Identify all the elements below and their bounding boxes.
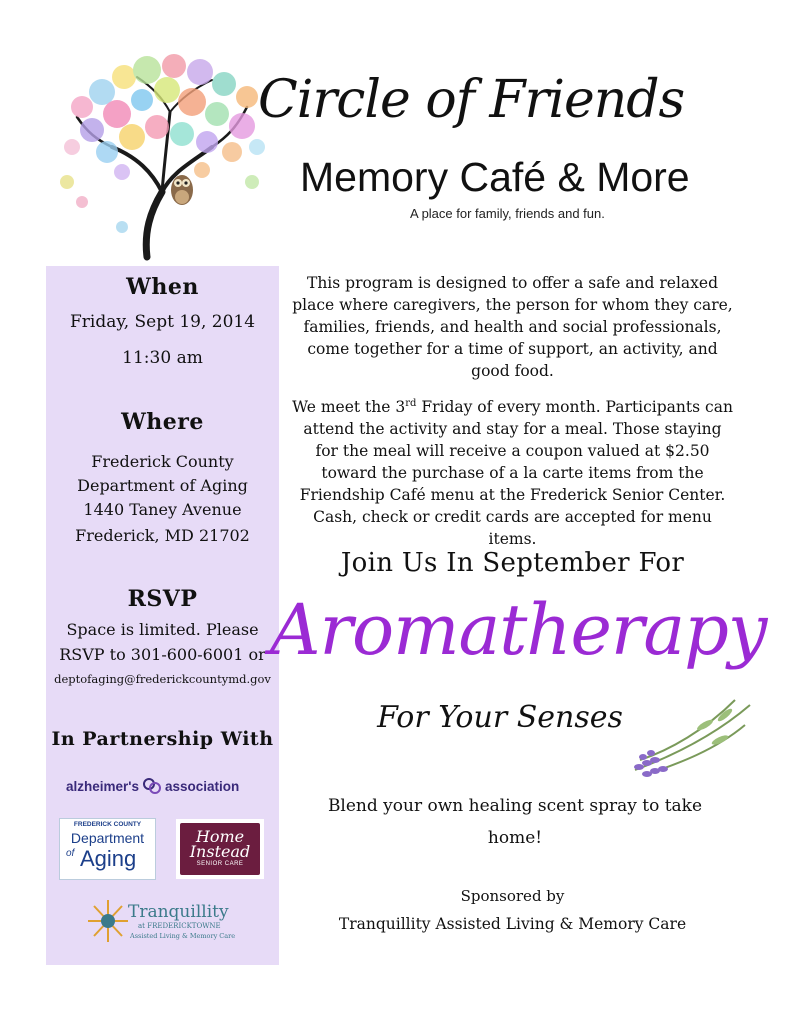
where-line3: 1440 Taney Avenue: [83, 500, 242, 519]
sponsor-name: Tranquillity Assisted Living & Memory Care: [338, 915, 687, 933]
when-time: 11:30 am: [122, 348, 203, 368]
fcda-logo-line3: of: [66, 848, 75, 859]
frederick-county-aging-logo: [59, 818, 156, 880]
home-instead-line2: Instead: [189, 842, 251, 861]
alz-logo-left: alzheimer's: [66, 778, 139, 794]
where-line1: Frederick County: [91, 452, 234, 471]
where-line4: Frederick, MD 21702: [75, 526, 250, 545]
meeting-text-sup: rd: [405, 398, 417, 409]
sponsored-by-label: Sponsored by: [460, 887, 565, 905]
home-instead-badge: [180, 823, 260, 875]
meeting-text-post: Friday of every month. Participants can attend the activity and stay for a meal. Those staying for the meal will receive a coupon valued at $2.50 toward the purchase of a la carte items from the Friendship Café menu at the Frederick Senior Center. Cash, check or credit cards are accepted for menu items.: [299, 398, 733, 549]
fcda-logo-line4: Aging: [80, 846, 137, 871]
rsvp-heading: RSVP: [127, 586, 198, 612]
rsvp-line2: RSVP to 301-600-6001 or: [59, 645, 266, 664]
intro-paragraph: This program is designed to offer a safe and relaxed place where caregivers, the person for whom they care, families, friends, and health and social professionals, come together for a time of support, an activity, and good food.: [292, 274, 733, 380]
lavender-sprig-image: [625, 695, 755, 785]
activity-subtitle: For Your Senses: [377, 700, 623, 735]
home-instead-line3: SENIOR CARE: [196, 861, 244, 867]
tranquillity-logo: [86, 896, 246, 946]
meeting-paragraph: [290, 393, 735, 550]
alz-logo-right: association: [165, 778, 240, 794]
info-sidebar: [46, 266, 279, 965]
tree-owl-illustration: [52, 52, 282, 262]
title-script: Circle of Friends: [258, 70, 685, 130]
home-instead-logo: [176, 819, 264, 879]
alzheimers-association-logo: [66, 774, 266, 798]
activity-title: Aromatherapy: [270, 589, 767, 671]
where-line2: Department of Aging: [77, 476, 248, 495]
title-main: Memory Café & More: [300, 154, 690, 200]
tranquillity-line2: at FREDERICKTOWNE: [138, 922, 221, 930]
where-heading: Where: [121, 409, 204, 435]
purple-ribbon-icon: [142, 776, 162, 796]
tagline: A place for family, friends and fun.: [410, 206, 605, 221]
fcda-logo-line2: Department: [70, 830, 145, 846]
tranquillity-line1: Tranquillity: [128, 902, 229, 922]
tree-leaf-circles: [60, 54, 265, 233]
owl-icon: [171, 175, 193, 205]
sun-burst-icon: [86, 896, 130, 946]
fcda-logo-line1: FREDERICK COUNTY: [73, 821, 142, 828]
rsvp-line1: Space is limited. Please: [66, 620, 259, 639]
meeting-text-pre: We meet the 3: [292, 398, 406, 417]
activity-description: Blend your own healing scent spray to take home!: [327, 796, 703, 848]
join-heading: Join Us In September For: [340, 548, 685, 578]
partnership-heading: In Partnership With: [51, 728, 274, 750]
when-heading: When: [126, 274, 199, 300]
tranquillity-line3: Assisted Living & Memory Care: [130, 932, 236, 940]
rsvp-email-link[interactable]: deptofaging@frederickcountymd.gov: [54, 672, 271, 686]
when-date: Friday, Sept 19, 2014: [69, 312, 256, 332]
home-instead-line1: Home: [195, 827, 245, 846]
